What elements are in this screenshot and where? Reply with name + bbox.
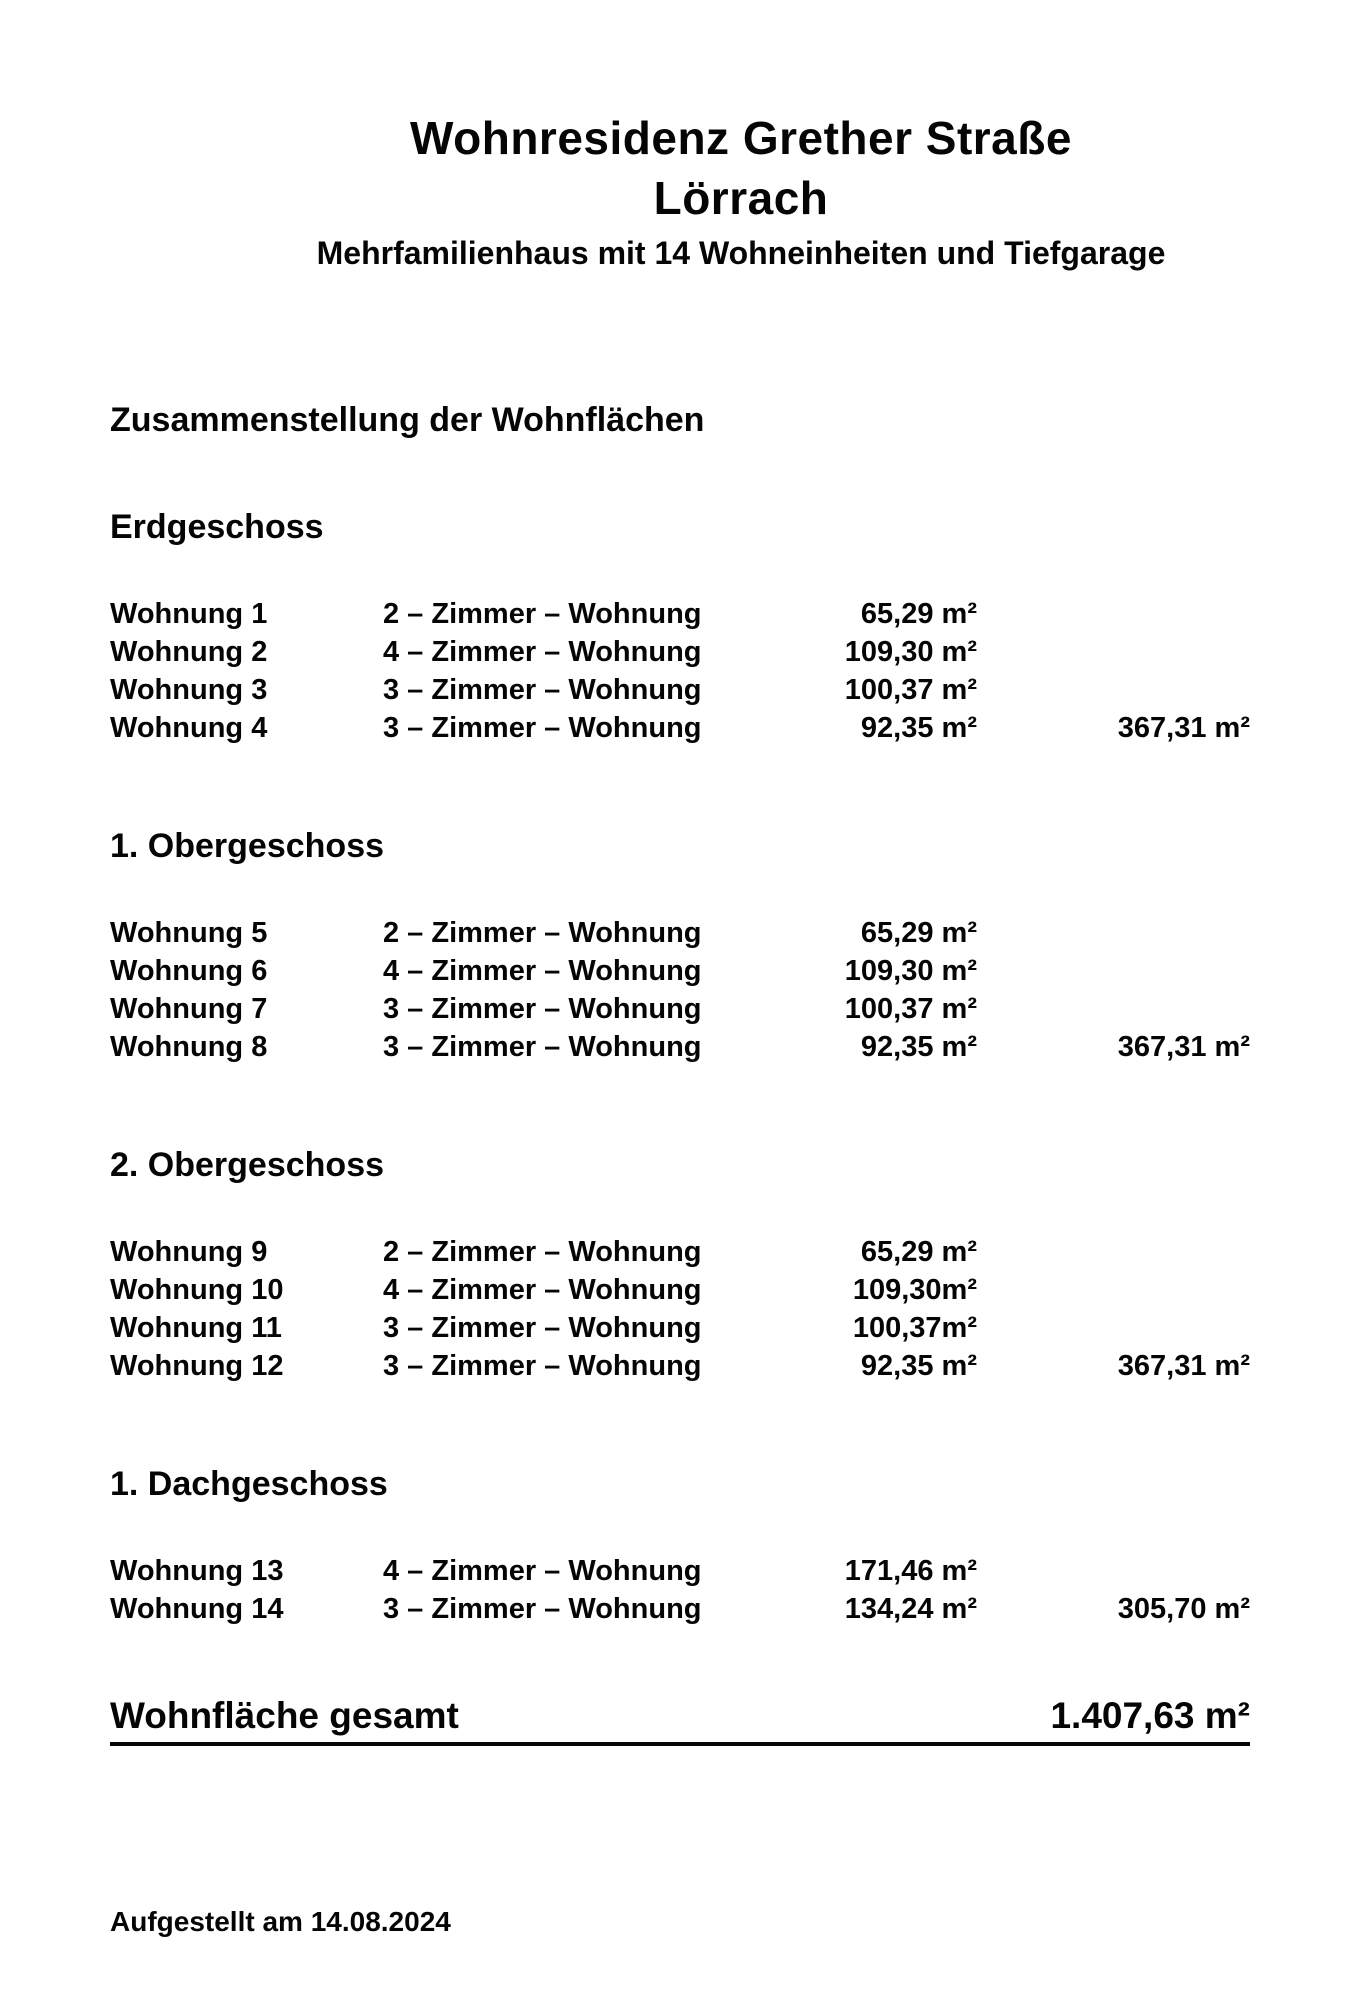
section-title: 1. Dachgeschoss xyxy=(110,1465,388,1503)
unit-cell: Wohnung 7 xyxy=(110,993,268,1025)
area-cell: 109,30 m² xyxy=(844,955,977,987)
area-cell: 92,35 m² xyxy=(860,1031,977,1063)
unit-cell: Wohnung 9 xyxy=(110,1236,268,1268)
apartment-row xyxy=(110,1590,1250,1628)
apartment-row xyxy=(110,1233,1250,1271)
unit-cell: Wohnung 3 xyxy=(110,674,268,706)
type-cell: 2 – Zimmer – Wohnung xyxy=(383,1236,702,1268)
unit-cell: Wohnung 13 xyxy=(110,1555,284,1587)
type-cell: 3 – Zimmer – Wohnung xyxy=(383,993,702,1025)
apartment-row xyxy=(110,914,1250,952)
total-row xyxy=(110,1692,1250,1746)
apartment-row xyxy=(110,595,1250,633)
apartment-row xyxy=(110,1028,1250,1066)
area-cell: 171,46 m² xyxy=(844,1555,977,1587)
section-rows xyxy=(110,1552,1364,1628)
unit-cell: Wohnung 6 xyxy=(110,955,268,987)
unit-cell: Wohnung 8 xyxy=(110,1031,268,1063)
area-cell: 134,24 m² xyxy=(844,1593,977,1625)
apartment-row xyxy=(110,990,1250,1028)
document-header xyxy=(110,108,1364,274)
area-cell: 65,29 m² xyxy=(860,598,977,630)
apartment-row xyxy=(110,952,1250,990)
type-cell: 2 – Zimmer – Wohnung xyxy=(383,917,702,949)
floor-section xyxy=(110,824,1364,1066)
apartment-row xyxy=(110,1309,1250,1347)
area-cell: 109,30m² xyxy=(852,1274,977,1306)
subtotal-cell: 367,31 m² xyxy=(1117,1031,1250,1063)
footer-date: Aufgestellt am 14.08.2024 xyxy=(110,1906,451,1937)
subtotal-cell: 367,31 m² xyxy=(1117,1350,1250,1382)
subtotal-cell: 367,31 m² xyxy=(1117,712,1250,744)
type-cell: 4 – Zimmer – Wohnung xyxy=(383,955,702,987)
section-title: Erdgeschoss xyxy=(110,508,324,546)
area-cell: 109,30 m² xyxy=(844,636,977,668)
unit-cell: Wohnung 12 xyxy=(110,1350,284,1382)
apartment-row xyxy=(110,1347,1250,1385)
area-cell: 100,37 m² xyxy=(844,993,977,1025)
type-cell: 3 – Zimmer – Wohnung xyxy=(383,1312,702,1344)
apartment-row xyxy=(110,709,1250,747)
type-cell: 4 – Zimmer – Wohnung xyxy=(383,1555,702,1587)
apartment-row xyxy=(110,633,1250,671)
total-label: Wohnfläche gesamt xyxy=(110,1695,459,1736)
area-cell: 92,35 m² xyxy=(860,712,977,744)
area-cell: 92,35 m² xyxy=(860,1350,977,1382)
type-cell: 4 – Zimmer – Wohnung xyxy=(383,636,702,668)
type-cell: 2 – Zimmer – Wohnung xyxy=(383,598,702,630)
floor-section xyxy=(110,1143,1364,1385)
apartment-row xyxy=(110,1552,1250,1590)
type-cell: 3 – Zimmer – Wohnung xyxy=(383,674,702,706)
area-cell: 100,37 m² xyxy=(844,674,977,706)
section-rows xyxy=(110,1233,1364,1385)
unit-cell: Wohnung 10 xyxy=(110,1274,284,1306)
subtitle: Mehrfamilienhaus mit 14 Wohneinheiten und Tiefgarage xyxy=(316,235,1166,271)
apartment-row xyxy=(110,1271,1250,1309)
section-rows xyxy=(110,914,1364,1066)
floor-section xyxy=(110,1462,1364,1628)
total-value: 1.407,63 m² xyxy=(1050,1695,1250,1736)
area-cell: 65,29 m² xyxy=(860,1236,977,1268)
section-title: 1. Obergeschoss xyxy=(110,827,385,865)
title-line-1: Wohnresidenz Grether Straße xyxy=(410,112,1072,164)
subtotal-cell: 305,70 m² xyxy=(1117,1593,1250,1625)
type-cell: 3 – Zimmer – Wohnung xyxy=(383,1031,702,1063)
unit-cell: Wohnung 11 xyxy=(110,1312,282,1344)
list-heading: Zusammenstellung der Wohnflächen xyxy=(110,401,705,439)
apartment-row xyxy=(110,671,1250,709)
type-cell: 3 – Zimmer – Wohnung xyxy=(383,1593,702,1625)
area-cell: 100,37m² xyxy=(852,1312,977,1344)
area-cell: 65,29 m² xyxy=(860,917,977,949)
title-line-2: Lörrach xyxy=(653,172,829,224)
floor-section xyxy=(110,505,1364,747)
type-cell: 4 – Zimmer – Wohnung xyxy=(383,1274,702,1306)
unit-cell: Wohnung 14 xyxy=(110,1593,284,1625)
unit-cell: Wohnung 4 xyxy=(110,712,268,744)
type-cell: 3 – Zimmer – Wohnung xyxy=(383,1350,702,1382)
unit-cell: Wohnung 5 xyxy=(110,917,268,949)
unit-cell: Wohnung 1 xyxy=(110,598,268,630)
type-cell: 3 – Zimmer – Wohnung xyxy=(383,712,702,744)
sections xyxy=(110,505,1364,1628)
section-rows xyxy=(110,595,1364,747)
section-title: 2. Obergeschoss xyxy=(110,1146,385,1184)
unit-cell: Wohnung 2 xyxy=(110,636,268,668)
